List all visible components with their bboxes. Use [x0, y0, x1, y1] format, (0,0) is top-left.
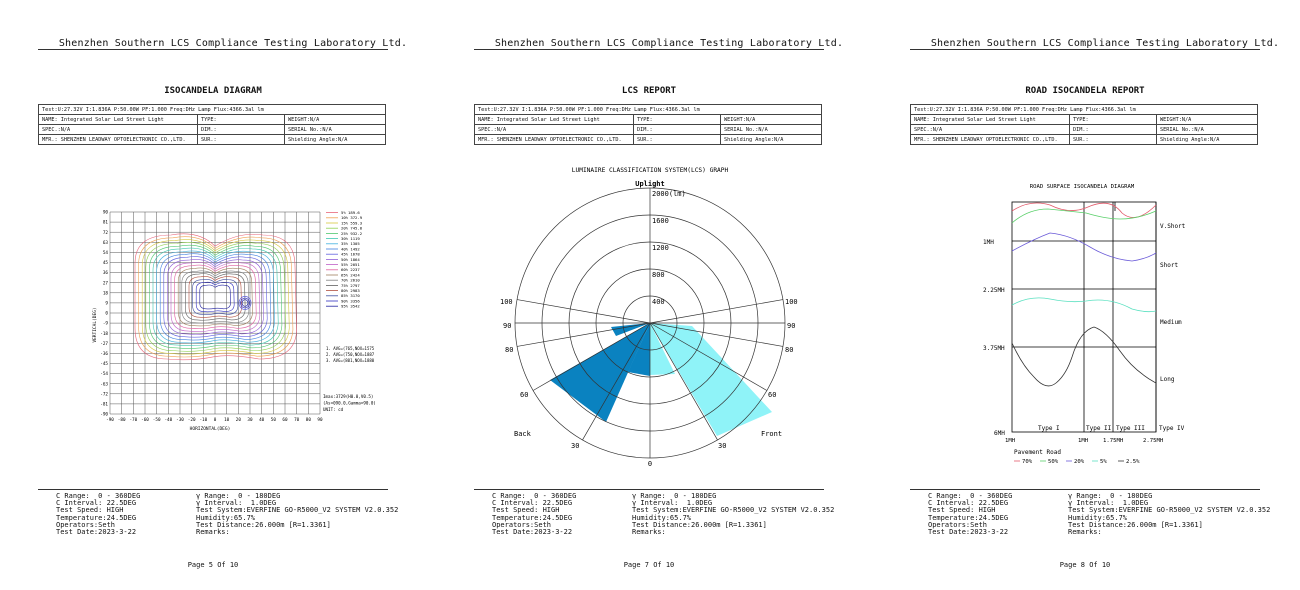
- angle-bottom-0: 0: [647, 460, 653, 468]
- page-number: Page 8 Of 10: [1059, 561, 1111, 569]
- operators: Operators:Seth: [492, 520, 552, 529]
- contour: [157, 251, 275, 343]
- test-system: Test System:EVERFINE GO-R5000_V2 SYSTEM V2.0.352: [196, 506, 399, 515]
- road-legend-entry: 70%: [1022, 459, 1033, 465]
- test-date: Test Date:2023-3-22: [492, 528, 573, 537]
- road-legend: [1014, 459, 1140, 465]
- name-cell: NAME: Integrated Solar Led Street Light: [475, 115, 634, 125]
- test-system: Test System:EVERFINE GO-R5000_V2 SYSTEM V2.0.352: [632, 506, 835, 515]
- type-cell: TYPE:: [634, 115, 721, 125]
- temperature: Temperature:24.5DEG: [492, 513, 573, 522]
- isocandela-notes: [323, 394, 376, 412]
- y-tick: 9: [105, 301, 108, 307]
- y-tick: 18: [102, 291, 108, 297]
- note-line: Imax:3729(H0.0,V0.5): [323, 394, 374, 399]
- lcs-ray: [650, 300, 783, 323]
- mfr-cell: MFR.: SHENZHEN LEADWAY OPTOELECTRONIC CO.,LTD.: [39, 135, 198, 145]
- y-tick: 90: [102, 210, 108, 216]
- y-tick: 27: [102, 281, 108, 287]
- spec-cell: SPEC.:N/A: [39, 125, 198, 135]
- remarks: Remarks:: [196, 528, 230, 537]
- test-cell: Test:U:27.32V I:1.836A P:50.00W PF:1.000 Freq:DHz Lamp Flux:4366.3al lm: [475, 105, 822, 115]
- note-line: (As=090.0,Gamma=90.0): [323, 400, 376, 406]
- g-range: γ Range: 0 - 180DEG: [632, 492, 717, 500]
- road-legend-entry: 5%: [1100, 459, 1107, 465]
- footer-rule: [474, 489, 824, 490]
- lcs-zone-fm: [650, 323, 772, 436]
- lcs-ray: [517, 300, 650, 323]
- test-date: Test Date:2023-3-22: [928, 528, 1009, 537]
- type-cell: TYPE:: [1070, 115, 1157, 125]
- lcs-ring-label: 2000(lm): [652, 190, 686, 198]
- page-road: [910, 0, 1280, 590]
- footer-right: [1068, 493, 1270, 536]
- humidity: Humidity:65.7%: [196, 513, 256, 522]
- y-tick: -18: [100, 331, 108, 337]
- header-rule: [474, 49, 824, 50]
- y-tick: -36: [100, 352, 108, 357]
- front-label: Front: [761, 430, 783, 438]
- y-tick: 36: [102, 271, 108, 277]
- shield-cell: Shielding Angle:N/A: [1157, 135, 1258, 145]
- angle-right-60: 60: [768, 391, 777, 399]
- road-y-tick-0: 1MH: [983, 239, 994, 246]
- info-table: [38, 104, 386, 145]
- label-vshort: V.Short: [1160, 223, 1186, 230]
- legend-entry: 10% 372.9: [341, 215, 363, 221]
- legend-entry: 5% 189.6: [341, 210, 360, 215]
- page-lcs: [474, 0, 844, 590]
- test-speed: Test Speed: HIGH: [492, 506, 560, 515]
- x-tick: -40: [164, 418, 173, 423]
- page-title: ISOCANDELA DIAGRAM: [164, 86, 262, 96]
- y-tick: 54: [102, 251, 108, 256]
- g-range: γ Range: 0 - 180DEG: [1068, 492, 1153, 500]
- angle-left-100: 100: [500, 298, 513, 306]
- test-distance: Test Distance:26.000m [R=1.3361]: [632, 520, 767, 529]
- weight-cell: WEIGHT:N/A: [721, 115, 822, 125]
- dim-cell: DIM.:: [198, 125, 285, 135]
- road-y-tick-1: 2.25MH: [983, 287, 1005, 294]
- road-chart: [910, 175, 1270, 475]
- x-tick: 80: [305, 418, 311, 423]
- c-range: C Range: 0 - 360DEG: [492, 492, 577, 500]
- x-tick: 60: [282, 418, 288, 423]
- test-distance: Test Distance:26.000m [R=1.3361]: [196, 520, 331, 529]
- avg-line: 2. AVG=(750,NOX=1887: [326, 352, 375, 357]
- back-label: Back: [514, 430, 531, 438]
- isocandela-chart: [38, 200, 398, 440]
- x-axis-label: HORIZONTAL(DEG): [189, 427, 231, 432]
- x-tick: 30: [247, 418, 253, 423]
- angle-left-30: 30: [571, 442, 580, 450]
- name-cell: NAME: Integrated Solar Led Street Light: [911, 115, 1070, 125]
- page-number: Page 7 Of 10: [623, 561, 675, 569]
- y-tick: 0: [105, 311, 108, 317]
- y-axis-label: VERTICAL(DEG): [93, 307, 98, 343]
- header-rule: [38, 49, 388, 50]
- page-isocandela: [38, 0, 408, 590]
- label-long: Long: [1160, 376, 1175, 383]
- footer-rule: [910, 489, 1260, 490]
- test-speed: Test Speed: HIGH: [56, 506, 124, 515]
- legend-entry: 55% 2051: [341, 262, 360, 267]
- footer-right: [196, 493, 398, 536]
- legend-entry: 95% 3542: [341, 303, 360, 309]
- x-tick: -20: [187, 418, 196, 423]
- road-legend-title: Pavement Road: [1014, 449, 1061, 456]
- footer-left: [492, 493, 576, 536]
- page-number: Page 5 Of 10: [187, 561, 239, 569]
- info-table: [474, 104, 822, 145]
- test-speed: Test Speed: HIGH: [928, 506, 996, 515]
- x-tick: -50: [152, 418, 161, 423]
- legend-entry: 30% 1119: [341, 236, 360, 241]
- legend-entry: 75% 2797: [341, 282, 360, 288]
- footer-left: [928, 493, 1012, 536]
- isocandela-y-ticks: [100, 210, 108, 418]
- page-title: LCS REPORT: [621, 86, 677, 96]
- type-i: Type I: [1038, 425, 1060, 432]
- g-interval: γ Interval: 1.0DEG: [196, 499, 277, 508]
- uplight-label: Uplight: [635, 180, 665, 188]
- y-tick: -27: [100, 341, 108, 347]
- shield-cell: Shielding Angle:N/A: [285, 135, 386, 145]
- g-interval: γ Interval: 1.0DEG: [632, 499, 713, 508]
- y-tick: -63: [100, 382, 108, 388]
- legend-entry: 60% 2237: [341, 267, 360, 273]
- angle-left-80: 80: [505, 346, 514, 354]
- avg-line: 1. AVG=(765,NOX=1575: [326, 346, 375, 351]
- remarks: Remarks:: [632, 528, 666, 537]
- legend-entry: 40% 1492: [341, 246, 360, 252]
- footer-rule: [38, 489, 388, 490]
- isocandela-contours: [135, 234, 297, 360]
- y-tick: -54: [100, 372, 108, 378]
- type-iii: Type III: [1116, 425, 1145, 432]
- test-cell: Test:U:27.32V I:1.836A P:50.00W PF:1.000 Freq:DHz Lamp Flux:4366.3al lm: [911, 105, 1258, 115]
- angle-left-60: 60: [520, 391, 529, 399]
- road-y-tick-3: 6MH: [994, 430, 1005, 437]
- x-tick: -80: [117, 418, 126, 423]
- y-tick: -45: [100, 362, 108, 368]
- x-tick: -10: [199, 418, 208, 423]
- y-tick: 45: [102, 261, 108, 267]
- legend-entry: 25% 932.2: [341, 230, 363, 236]
- x-tick: -70: [129, 418, 138, 423]
- c-interval: C Interval: 22.5DEG: [928, 499, 1009, 508]
- road-heading: ROAD SURFACE ISOCANDELA DIAGRAM: [1029, 184, 1135, 190]
- lab-header: Shenzhen Southern LCS Compliance Testing Laboratory Ltd.: [58, 38, 408, 49]
- x-tick: -60: [141, 418, 149, 423]
- name-cell: NAME: Integrated Solar Led Street Light: [39, 115, 198, 125]
- c-range: C Range: 0 - 360DEG: [56, 492, 141, 500]
- angle-right-80: 80: [785, 346, 794, 354]
- x-tick: 50: [270, 418, 276, 423]
- spec-cell: SPEC.:N/A: [911, 125, 1070, 135]
- isocandela-legend: [326, 210, 363, 309]
- y-tick: 72: [102, 230, 108, 236]
- legend-entry: 70% 2610: [341, 277, 360, 283]
- lcs-heading: LUMINAIRE CLASSIFICATION SYSTEM(LCS) GRAPH: [571, 167, 729, 174]
- x-tick: -90: [106, 418, 114, 423]
- type-iv: Type IV: [1159, 425, 1185, 432]
- lab-header: Shenzhen Southern LCS Compliance Testing Laboratory Ltd.: [930, 38, 1280, 49]
- humidity: Humidity:65.7%: [1068, 513, 1128, 522]
- road-frame: [1012, 202, 1156, 432]
- test-system: Test System:EVERFINE GO-R5000_V2 SYSTEM V2.0.352: [1068, 506, 1271, 515]
- label-medium: Medium: [1160, 319, 1182, 326]
- road-y-tick-2: 3.75MH: [983, 345, 1005, 352]
- x-tick: 0: [213, 418, 217, 423]
- c-range: C Range: 0 - 360DEG: [928, 492, 1013, 500]
- serial-cell: SERIAL No.:N/A: [1157, 125, 1258, 135]
- lcs-chart: [474, 160, 834, 475]
- dim-cell: DIM.:: [634, 125, 721, 135]
- legend-entry: 45% 1678: [341, 251, 360, 257]
- header-rule: [910, 49, 1260, 50]
- legend-entry: 35% 1305: [341, 241, 360, 247]
- y-tick: -90: [100, 412, 108, 418]
- c-interval: C Interval: 22.5DEG: [492, 499, 573, 508]
- type-cell: TYPE:: [198, 115, 285, 125]
- temperature: Temperature:24.5DEG: [928, 513, 1009, 522]
- operators: Operators:Seth: [56, 520, 116, 529]
- temperature: Temperature:24.5DEG: [56, 513, 137, 522]
- serial-cell: SERIAL No.:N/A: [285, 125, 386, 135]
- test-date: Test Date:2023-3-22: [56, 528, 137, 537]
- test-cell: Test:U:27.32V I:1.836A P:50.00W PF:1.000 Freq:DHz Lamp Flux:4366.3al lm: [39, 105, 386, 115]
- x-tick: 10: [224, 418, 230, 423]
- lcs-ring-label: 400: [652, 298, 665, 306]
- mfr-cell: MFR.: SHENZHEN LEADWAY OPTOELECTRONIC CO.,LTD.: [911, 135, 1070, 145]
- legend-entry: 80% 2983: [341, 288, 360, 293]
- sur-cell: SUR.:: [198, 135, 285, 145]
- footer-right: [632, 493, 834, 536]
- legend-entry: 50% 1864: [341, 256, 360, 262]
- road-x-tick-2: 1.75MH: [1103, 438, 1124, 444]
- legend-entry: 85% 3170: [341, 293, 360, 299]
- footer-left: [56, 493, 140, 536]
- lab-header: Shenzhen Southern LCS Compliance Testing Laboratory Ltd.: [494, 38, 844, 49]
- road-x-tick-3: 2.75MH: [1143, 438, 1164, 444]
- angle-right-100: 100: [785, 298, 798, 306]
- type-ii: Type II: [1086, 425, 1112, 432]
- weight-cell: WEIGHT:N/A: [285, 115, 386, 125]
- angle-left-90: 90: [503, 322, 512, 330]
- remarks: Remarks:: [1068, 528, 1102, 537]
- operators: Operators:Seth: [928, 520, 988, 529]
- weight-cell: WEIGHT:N/A: [1157, 115, 1258, 125]
- g-interval: γ Interval: 1.0DEG: [1068, 499, 1149, 508]
- info-table: [910, 104, 1258, 145]
- road-legend-entry: 2.5%: [1126, 459, 1140, 465]
- x-tick: 90: [317, 418, 323, 423]
- road-x-tick-0: 1MH: [1005, 438, 1016, 444]
- serial-cell: SERIAL No.:N/A: [721, 125, 822, 135]
- note-line: UNIT: cd: [323, 407, 344, 412]
- test-distance: Test Distance:26.000m [R=1.3361]: [1068, 520, 1203, 529]
- legend-entry: 15% 559.3: [341, 220, 363, 226]
- road-x-tick-1: 1MH: [1078, 438, 1089, 444]
- legend-entry: 65% 2424: [341, 272, 360, 278]
- sur-cell: SUR.:: [1070, 135, 1157, 145]
- lcs-ring-label: 800: [652, 271, 665, 279]
- avg-line: 3. AVG=(801,NOX=1880: [326, 358, 375, 363]
- isocandela-grid: [110, 212, 320, 414]
- isocandela-x-ticks: [106, 417, 323, 423]
- c-interval: C Interval: 22.5DEG: [56, 499, 137, 508]
- page-title: ROAD ISOCANDELA REPORT: [1025, 86, 1145, 96]
- label-short: Short: [1160, 262, 1179, 269]
- mfr-cell: MFR.: SHENZHEN LEADWAY OPTOELECTRONIC CO.,LTD.: [475, 135, 634, 145]
- lcs-ring-label: 1600: [652, 217, 669, 225]
- x-tick: 20: [235, 418, 241, 423]
- humidity: Humidity:65.7%: [632, 513, 692, 522]
- road-legend-entry: 20%: [1074, 459, 1085, 465]
- legend-entry: 90% 3356: [341, 298, 360, 304]
- g-range: γ Range: 0 - 180DEG: [196, 492, 281, 500]
- spec-cell: SPEC.:N/A: [475, 125, 634, 135]
- angle-right-90: 90: [787, 322, 796, 330]
- legend-entry: 20% 745.8: [341, 225, 363, 231]
- y-tick: 63: [102, 240, 108, 246]
- angle-right-30: 30: [718, 442, 727, 450]
- y-tick: -72: [100, 392, 108, 398]
- lcs-ring-label: 1200: [652, 244, 669, 252]
- dim-cell: DIM.:: [1070, 125, 1157, 135]
- x-tick: -30: [176, 418, 184, 423]
- y-tick: 81: [102, 220, 108, 226]
- y-tick: -9: [102, 321, 108, 327]
- isocandela-avg: [326, 346, 375, 363]
- y-tick: -81: [100, 402, 108, 408]
- x-tick: 70: [294, 418, 300, 423]
- road-legend-entry: 50%: [1048, 459, 1059, 465]
- sur-cell: SUR.:: [634, 135, 721, 145]
- shield-cell: Shielding Angle:N/A: [721, 135, 822, 145]
- x-tick: 40: [259, 418, 265, 423]
